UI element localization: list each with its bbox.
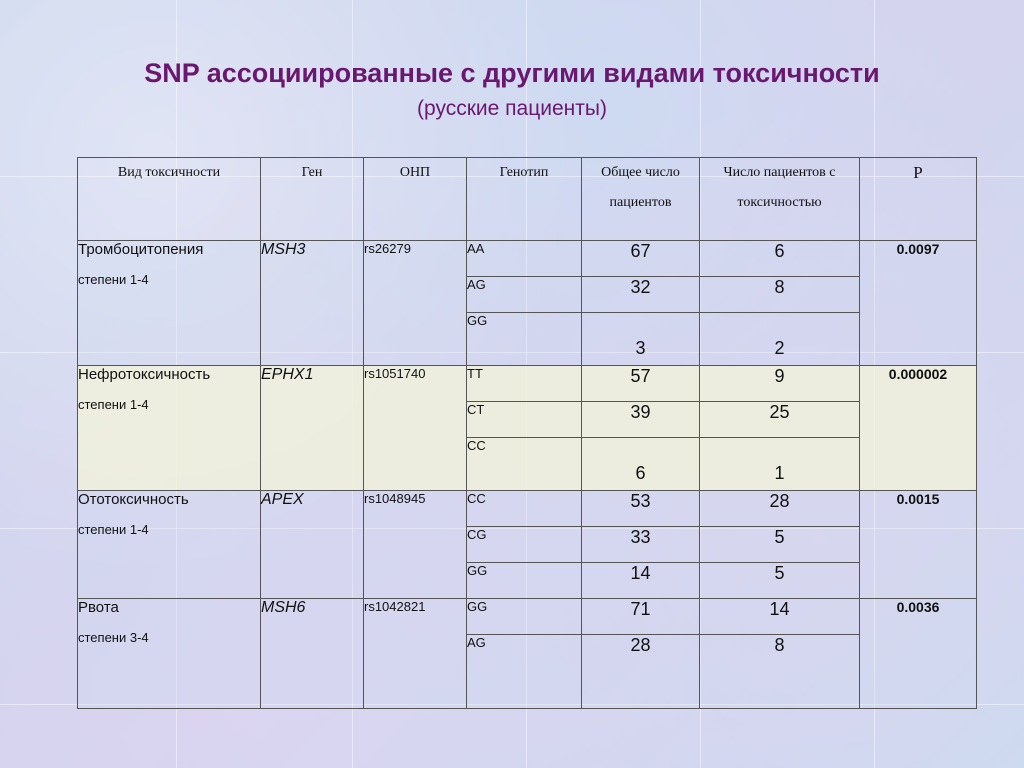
total-cell: 39 bbox=[582, 402, 700, 438]
gene-cell: APEX bbox=[261, 491, 364, 599]
header-toxicity: Вид токсичности bbox=[78, 158, 261, 241]
header-row bbox=[78, 158, 977, 241]
genotype-cell: CT bbox=[467, 402, 582, 438]
p-value-cell: 0.0015 bbox=[860, 491, 977, 599]
gene-cell: EPHX1 bbox=[261, 366, 364, 491]
total-cell: 14 bbox=[582, 563, 700, 599]
total-cell: 71 bbox=[582, 599, 700, 635]
genotype-cell: CG bbox=[467, 527, 582, 563]
table-row bbox=[78, 366, 977, 402]
total-cell: 32 bbox=[582, 277, 700, 313]
toxicity-name: Тромбоцитопения bbox=[78, 241, 204, 258]
snp-cell: rs26279 bbox=[364, 241, 467, 366]
toxic-count-cell: 8 bbox=[700, 277, 860, 313]
genotype-cell: CC bbox=[467, 491, 582, 527]
toxic-count-cell: 9 bbox=[700, 366, 860, 402]
total-cell: 6 bbox=[582, 438, 700, 491]
total-cell: 67 bbox=[582, 241, 700, 277]
toxic-count-cell: 5 bbox=[700, 563, 860, 599]
total-cell: 3 bbox=[582, 313, 700, 366]
toxic-count-cell: 6 bbox=[700, 241, 860, 277]
toxic-count-cell: 25 bbox=[700, 402, 860, 438]
genotype-cell: AG bbox=[467, 635, 582, 709]
genotype-cell: AG bbox=[467, 277, 582, 313]
gene-cell: MSH6 bbox=[261, 599, 364, 709]
table-row bbox=[78, 599, 977, 635]
toxicity-degree: степени 1-4 bbox=[78, 522, 149, 537]
toxicity-cell bbox=[78, 491, 261, 599]
header-p: P bbox=[860, 158, 977, 241]
toxic-count-cell: 8 bbox=[700, 635, 860, 709]
toxicity-cell bbox=[78, 366, 261, 491]
total-cell: 33 bbox=[582, 527, 700, 563]
header-gene: Ген bbox=[261, 158, 364, 241]
snp-cell: rs1051740 bbox=[364, 366, 467, 491]
header-total bbox=[582, 158, 700, 241]
genotype-cell: GG bbox=[467, 599, 582, 635]
header-toxic-line1: Число пациентов с bbox=[723, 165, 836, 180]
gene-cell: MSH3 bbox=[261, 241, 364, 366]
toxic-count-cell: 1 bbox=[700, 438, 860, 491]
p-value-cell: 0.0097 bbox=[860, 241, 977, 366]
header-total-line1: Общее число bbox=[601, 165, 680, 180]
total-cell: 28 bbox=[582, 635, 700, 709]
genotype-cell: GG bbox=[467, 313, 582, 366]
header-toxic-count bbox=[700, 158, 860, 241]
genotype-cell: TT bbox=[467, 366, 582, 402]
toxicity-cell bbox=[78, 241, 261, 366]
toxicity-degree: степени 1-4 bbox=[78, 272, 149, 287]
toxic-count-cell: 2 bbox=[700, 313, 860, 366]
slide-title: SNP ассоциированные с другими видами токсичности bbox=[144, 58, 880, 88]
header-total-line2: пациентов bbox=[609, 195, 672, 210]
toxicity-degree: степени 1-4 bbox=[78, 397, 149, 412]
genotype-cell: CC bbox=[467, 438, 582, 491]
snp-toxicity-table bbox=[77, 157, 977, 709]
toxicity-name: Ототоксичность bbox=[78, 491, 189, 508]
toxic-count-cell: 5 bbox=[700, 527, 860, 563]
snp-cell: rs1042821 bbox=[364, 599, 467, 709]
toxicity-name: Нефротоксичность bbox=[78, 366, 211, 383]
header-toxic-line2: токсичностью bbox=[737, 195, 822, 210]
toxicity-degree: степени 3-4 bbox=[78, 630, 149, 645]
toxicity-name: Рвота bbox=[78, 599, 119, 616]
p-value-cell: 0.000002 bbox=[860, 366, 977, 491]
header-snp: ОНП bbox=[364, 158, 467, 241]
toxicity-cell bbox=[78, 599, 261, 709]
genotype-cell: GG bbox=[467, 563, 582, 599]
toxic-count-cell: 28 bbox=[700, 491, 860, 527]
table-row bbox=[78, 241, 977, 277]
p-value-cell: 0.0036 bbox=[860, 599, 977, 709]
header-genotype: Генотип bbox=[467, 158, 582, 241]
total-cell: 57 bbox=[582, 366, 700, 402]
total-cell: 53 bbox=[582, 491, 700, 527]
genotype-cell: AA bbox=[467, 241, 582, 277]
toxic-count-cell: 14 bbox=[700, 599, 860, 635]
slide-subtitle: (русские пациенты) bbox=[417, 97, 607, 120]
snp-cell: rs1048945 bbox=[364, 491, 467, 599]
table-row bbox=[78, 491, 977, 527]
